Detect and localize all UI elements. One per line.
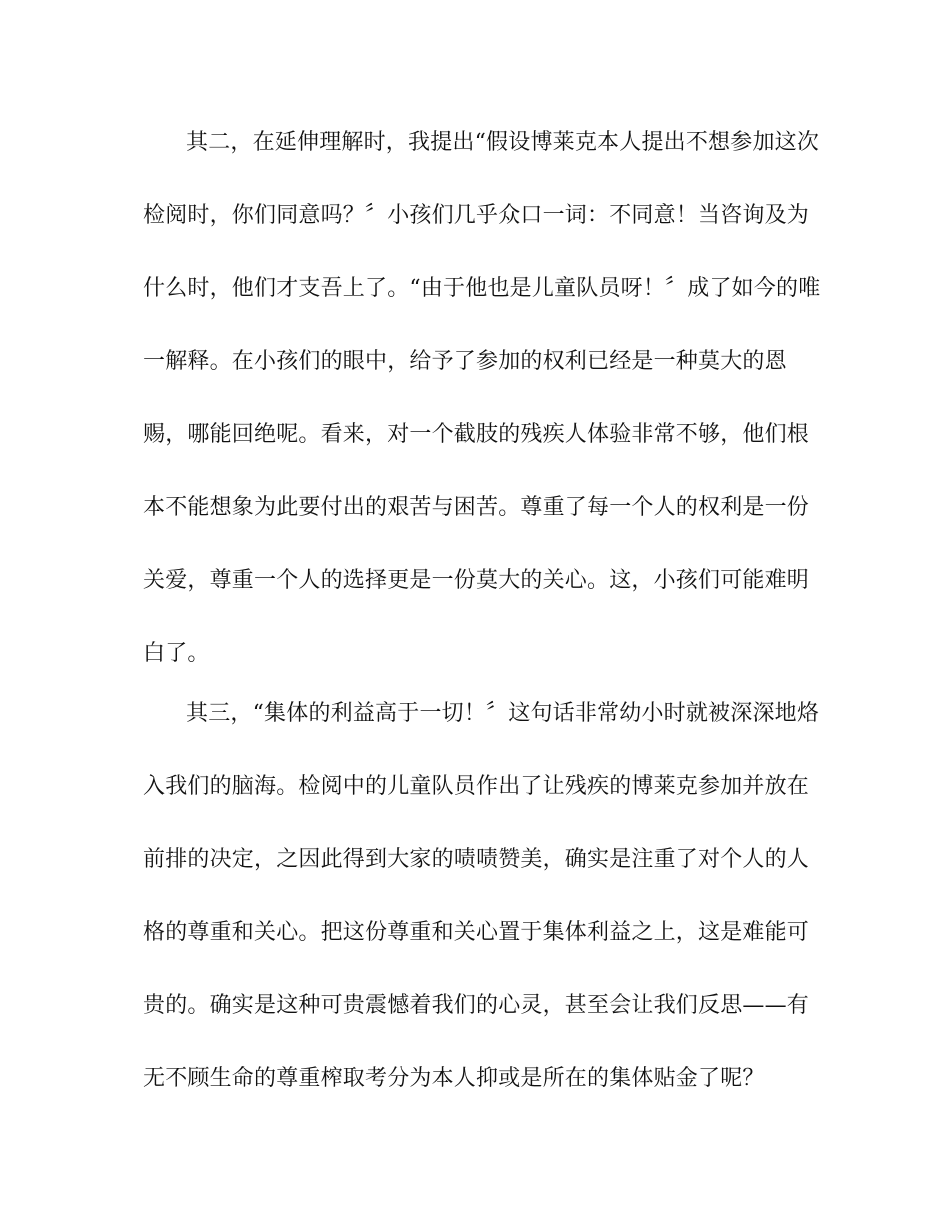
paragraph-1-line-4: 一解释。在小孩们的眼中，给予了参加的权利已经是一种莫大的恩 (143, 349, 787, 374)
paragraph-2-line-2: 入我们的脑海。检阅中的儿童队员作出了让残疾的博莱克参加并放在 (143, 774, 810, 799)
paragraph-1-line-8: 白了。 (143, 641, 210, 666)
paragraph-2-line-4: 格的尊重和关心。把这份尊重和关心置于集体利益之上，这是难能可 (143, 920, 810, 945)
paragraph-1-line-6: 本不能想象为此要付出的艰苦与困苦。尊重了每一个人的权利是一份 (143, 495, 810, 520)
paragraph-1-line-1: 其二，在延伸理解时，我提出“假设博莱克本人提出不想参加这次 (186, 130, 820, 155)
paragraph-2-line-5: 贵的。确实是这种可贵震憾着我们的心灵，甚至会让我们反思——有 (143, 993, 810, 1018)
paragraph-2-line-6: 无不顾生命的尊重榨取考分为本人抑或是所在的集体贴金了呢？ (143, 1066, 765, 1091)
paragraph-1-line-3: 什么时，他们才支吾上了。“由于他也是儿童队员呀！〞成了如今的唯 (143, 276, 821, 301)
paragraph-1-line-7: 关爱，尊重一个人的选择更是一份莫大的关心。这，小孩们可能难明 (143, 568, 810, 593)
paragraph-1-line-2: 检阅时，你们同意吗？〞小孩们几乎众口一词：不同意！当咨询及为 (143, 203, 810, 228)
paragraph-1-line-5: 赐，哪能回绝呢。看来，对一个截肢的残疾人体验非常不够，他们根 (143, 422, 810, 447)
paragraph-2-line-3: 前排的决定，之因此得到大家的啧啧赞美，确实是注重了对个人的人 (143, 847, 810, 872)
paragraph-2-line-1: 其三，“集体的利益高于一切！〞这句话非常幼小时就被深深地烙 (186, 701, 820, 726)
